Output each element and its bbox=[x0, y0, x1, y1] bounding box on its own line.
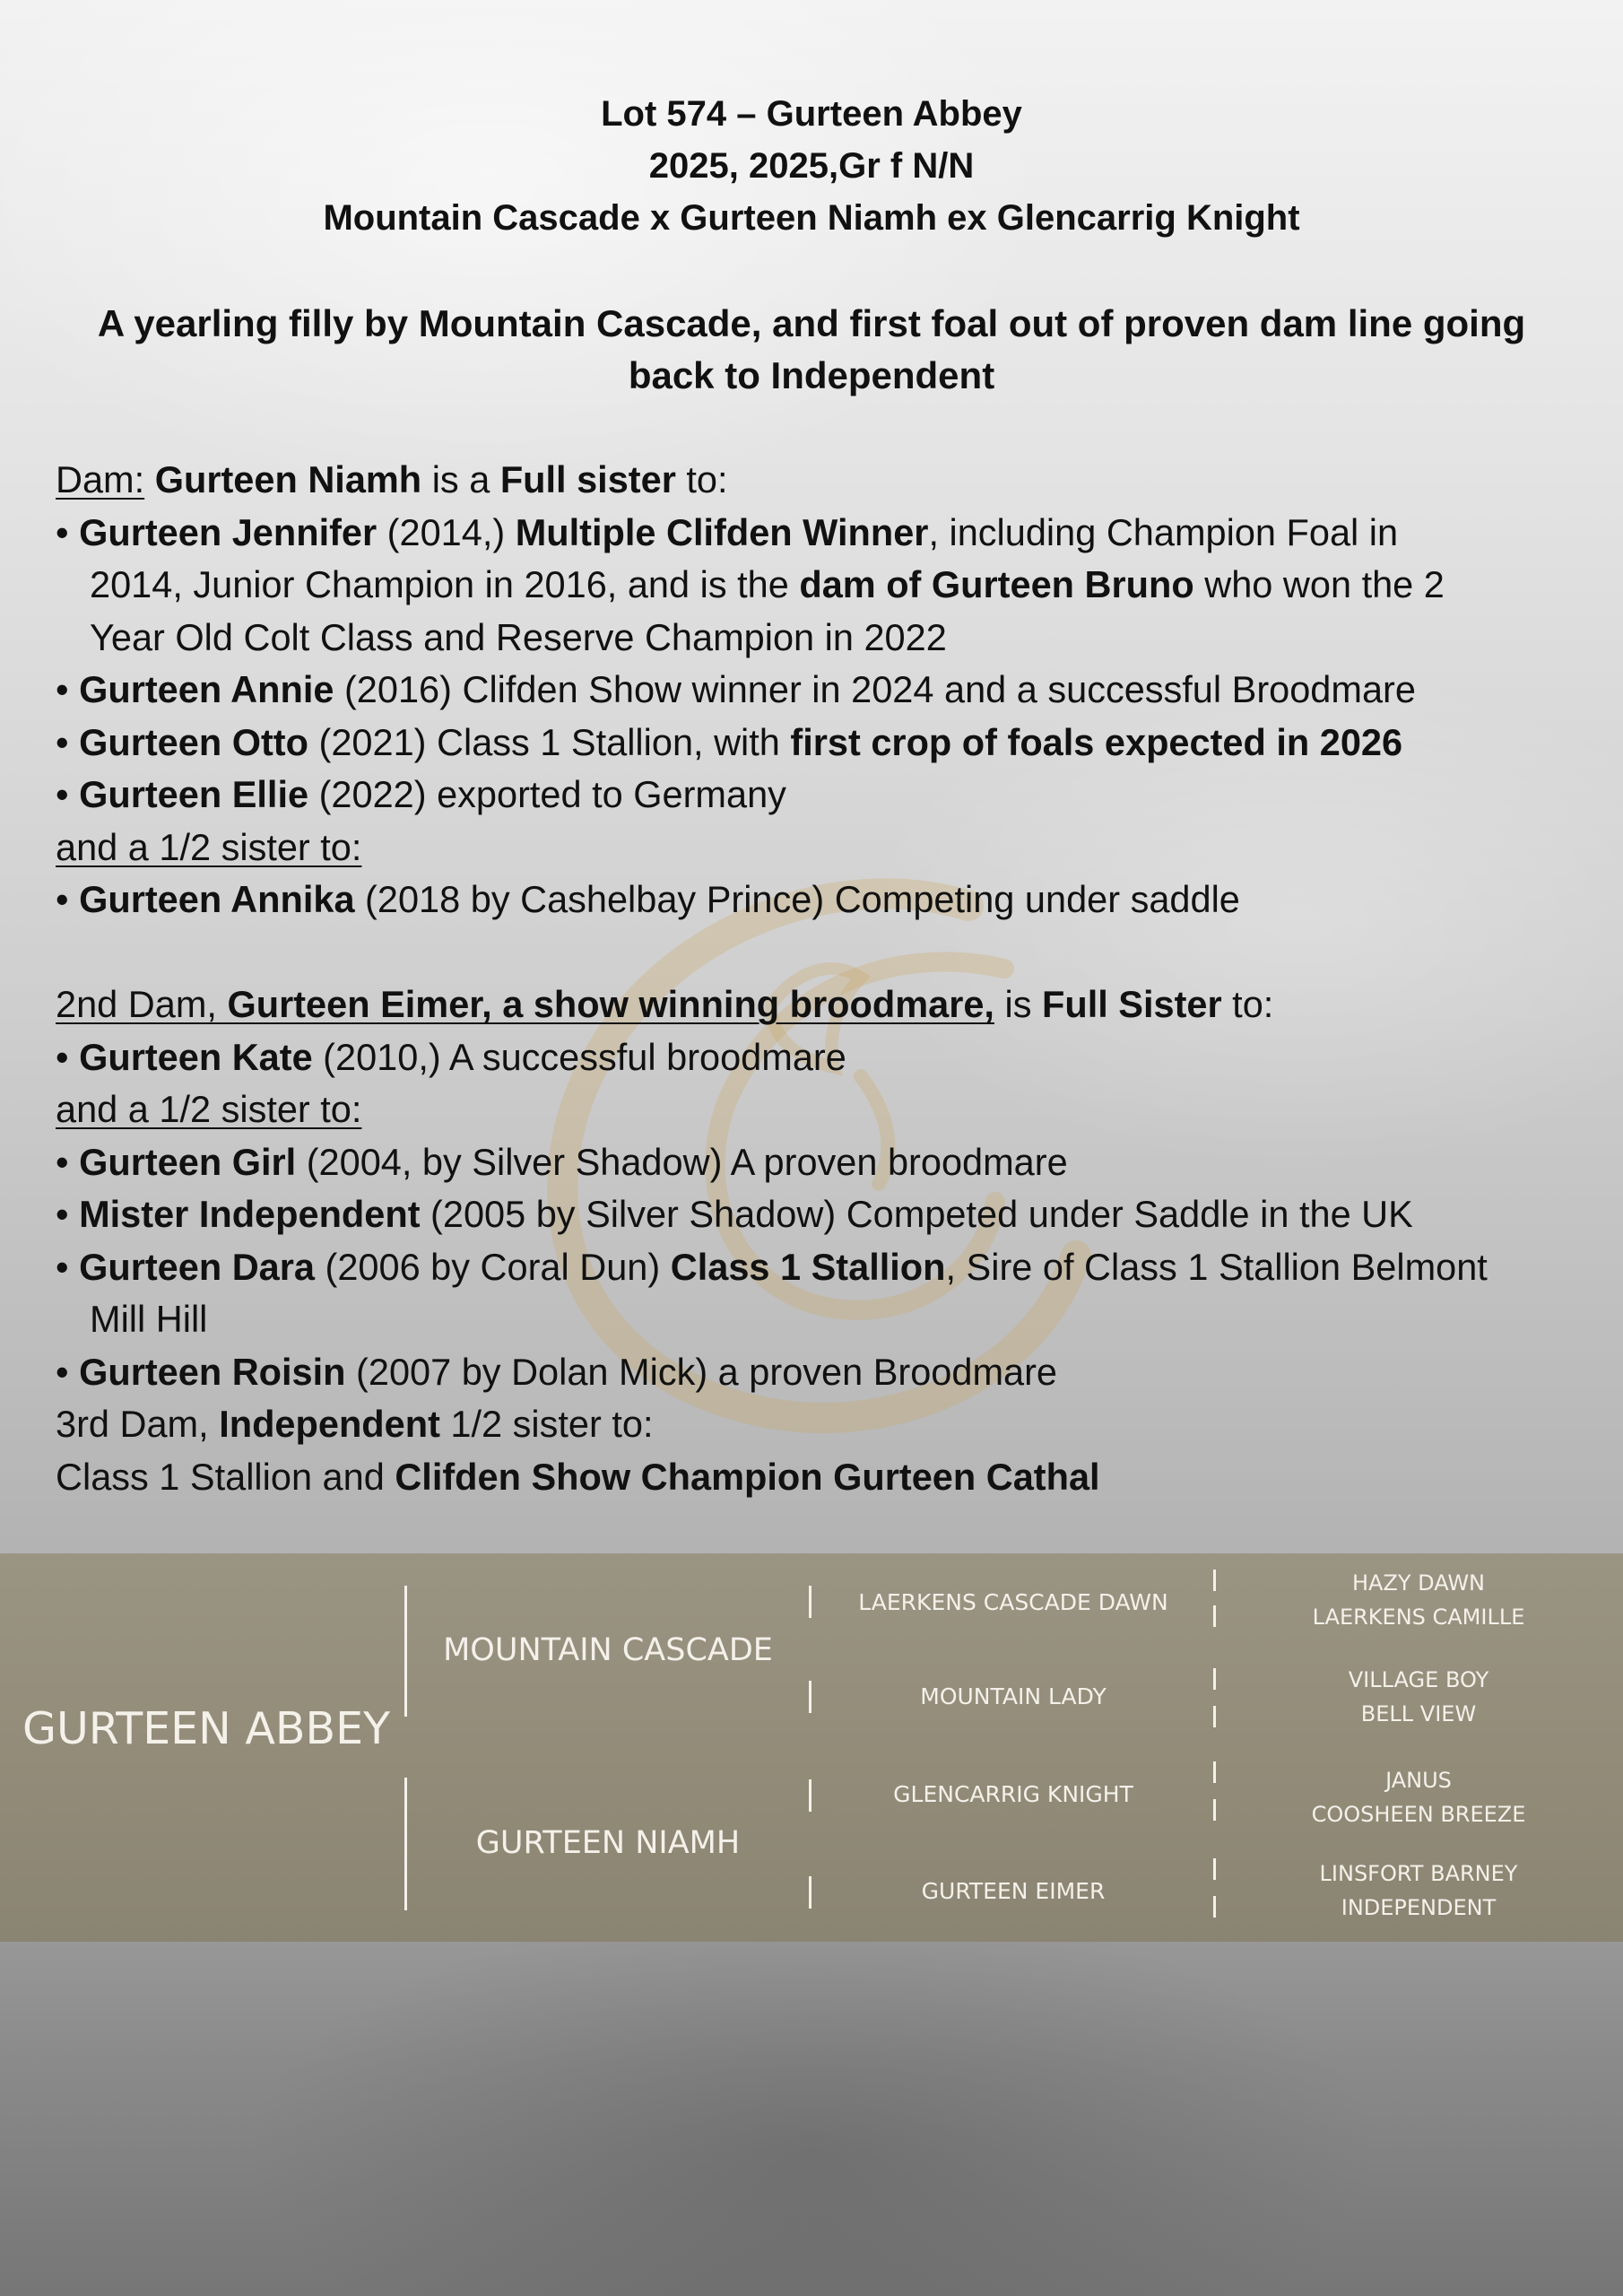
list-item: • Gurteen Kate (2010,) A successful broodmare bbox=[56, 1035, 846, 1078]
third-dam-detail: Class 1 Stallion and Clifden Show Champion Gurteen Cathal bbox=[56, 1455, 1100, 1498]
divider bbox=[404, 1586, 407, 1717]
half-sister-label: and a 1/2 sister to: bbox=[56, 1088, 362, 1130]
divider bbox=[1213, 1706, 1216, 1727]
pedigree-dam-dam: GURTEEN EIMER bbox=[921, 1878, 1106, 1904]
divider bbox=[1213, 1668, 1216, 1690]
pedigree-notes bbox=[56, 454, 1580, 1503]
divider bbox=[1213, 1896, 1216, 1918]
second-dam-heading: 2nd Dam, Gurteen Eimer, a show winning broodmare, is Full Sister to: bbox=[56, 983, 1274, 1025]
dam-heading: Dam: Gurteen Niamh is a Full sister to: bbox=[56, 458, 728, 500]
divider bbox=[1213, 1858, 1216, 1880]
list-item: • Gurteen Annie (2016) Clifden Show winner in 2024 and a successful Broodmare bbox=[56, 668, 1416, 710]
divider bbox=[809, 1779, 812, 1812]
half-sister-label: and a 1/2 sister to: bbox=[56, 825, 362, 868]
lot-header bbox=[0, 88, 1623, 244]
list-item-continuation: 2014, Junior Champion in 2016, and is the dam of Gurteen Bruno who won the 2 bbox=[90, 563, 1445, 605]
lot-title: Lot 574 – Gurteen Abbey bbox=[601, 94, 1022, 134]
pedigree-dam-sire: GLENCARRIG KNIGHT bbox=[893, 1781, 1133, 1807]
list-item: • Gurteen Roisin (2007 by Dolan Mick) a proven Broodmare bbox=[56, 1350, 1058, 1393]
lot-breeding: Mountain Cascade x Gurteen Niamh ex Glencarrig Knight bbox=[323, 198, 1300, 238]
third-dam-heading: 3rd Dam, Independent 1/2 sister to: bbox=[56, 1403, 654, 1445]
divider bbox=[1213, 1799, 1216, 1821]
divider bbox=[1213, 1605, 1216, 1627]
lot-details: 2025, 2025,Gr f N/N bbox=[648, 146, 975, 186]
divider bbox=[404, 1778, 407, 1910]
pedigree-chart bbox=[0, 1553, 1623, 1942]
list-item: • Gurteen Otto (2021) Class 1 Stallion, with first crop of foals expected in 2026 bbox=[56, 720, 1403, 763]
list-item: • Gurteen Ellie (2022) exported to Germany bbox=[56, 773, 786, 815]
list-item-continuation: Year Old Colt Class and Reserve Champion in 2022 bbox=[90, 615, 947, 658]
pedigree-dam: GURTEEN NIAMH bbox=[475, 1825, 741, 1861]
list-item: • Mister Independent (2005 by Silver Shadow) Competed under Saddle in the UK bbox=[56, 1193, 1413, 1235]
lot-headline bbox=[81, 298, 1542, 402]
list-item-continuation: Mill Hill bbox=[90, 1298, 208, 1340]
list-item: • Gurteen Dara (2006 by Coral Dun) Class 1 Stallion, Sire of Class 1 Stallion Belmont bbox=[56, 1245, 1488, 1288]
pedigree-ggp: VILLAGE BOY BELL VIEW bbox=[1348, 1667, 1489, 1726]
pedigree-ggp: JANUS COOSHEEN BREEZE bbox=[1311, 1768, 1526, 1827]
pedigree-ggp: HAZY DAWN LAERKENS CAMILLE bbox=[1312, 1570, 1525, 1630]
pedigree-subject: GURTEEN ABBEY bbox=[22, 1703, 391, 1754]
pedigree-sire-dam: MOUNTAIN LADY bbox=[920, 1683, 1107, 1709]
headline-line-1: A yearling filly by Mountain Cascade, and first foal out of proven dam line going bbox=[97, 302, 1526, 344]
list-item: • Gurteen Girl (2004, by Silver Shadow) A proven broodmare bbox=[56, 1140, 1068, 1183]
pedigree-ggp: LINSFORT BARNEY INDEPENDENT bbox=[1319, 1861, 1518, 1920]
divider bbox=[809, 1586, 812, 1618]
divider bbox=[1213, 1761, 1216, 1783]
divider bbox=[809, 1681, 812, 1713]
divider bbox=[809, 1876, 812, 1909]
list-item: • Gurteen Jennifer (2014,) Multiple Clifden Winner, including Champion Foal in bbox=[56, 510, 1399, 553]
pedigree-sire-sire: LAERKENS CASCADE DAWN bbox=[858, 1589, 1168, 1615]
pedigree-sire: MOUNTAIN CASCADE bbox=[443, 1632, 773, 1668]
list-item: • Gurteen Annika (2018 by Cashelbay Prince) Competing under saddle bbox=[56, 878, 1240, 920]
divider bbox=[1213, 1570, 1216, 1591]
headline-line-2: back to Independent bbox=[628, 354, 995, 396]
